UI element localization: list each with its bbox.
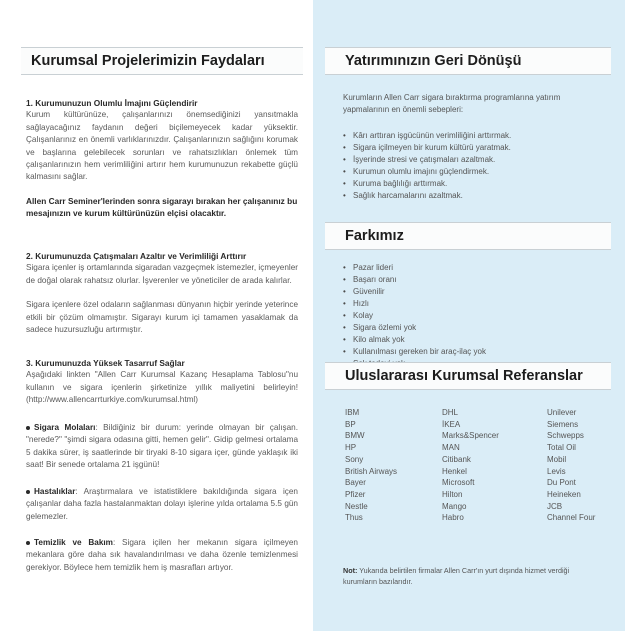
reference-item: Hilton [442,489,463,499]
roi-heading: Yatırımınızın Geri Dönüşü [325,47,611,75]
quote-text: Allen Carr Seminer'lerinden sonra sigarayı bırakan her çalışanınız bu mesajınızın ve kurum kültürünüzün elçisi olacaktır. [26,196,298,219]
bullet-text: : Araştırmalara ve istatistiklere bakıldığında sigara içen çalışanlar daha fazla hastalanmaktan dolayı işlerine yılda ortalama 5.5 gün gelemezler. [26,487,298,521]
roi-item: • Sigara içilmeyen bir kurum kültürü yaratmak. [343,143,511,152]
reference-item: Nestle [345,501,368,511]
reference-item: Thus [345,513,363,523]
difference-item: • Hızlı [343,299,369,308]
section-2-text-2: Sigara içenlere özel odaların sağlanması dünyanın hiçbir yerinde yeterince etkili bir çözüm olmamıştır. Sigarayı kurum içi tamamen yasaklamak da sadece huzursuzluğu artırmıştır. [26,300,298,335]
bullet-icon: • [343,155,346,164]
references-column-3 [547,407,607,524]
section-2 [26,250,298,336]
references-note [343,566,605,587]
reference-item: Mobil [547,454,567,464]
bullet-icon: • [343,179,346,188]
reference-item: Schwepps [547,431,584,441]
difference-item: • Kolay [343,311,374,320]
reference-item: Habro [442,513,464,523]
bullet-text: : Bildiğiniz bir durum: yerinde olmayan bir çalışan. "nerede?" "şimdi sigara odasına gitti, hemen gelir". Gidip gelmesi ortalama 5 dakika sürer, iş saatlerinde bir tiryaki 8-10 sigara içer, günde yaklaşık iki saat! Bir senede ortalama 21 işgünü! [26,423,298,470]
section-1-text: Kurum kültürünüze, çalışanlarınızı önemsediğinizi yansıtmakla sağlayacağınız faydanın değeri biçilemeyecek kadar yüksektir. Çalışanlarınız en önemli varlıklarınızdır. Çalışanlarınızın sağlığını korumak ve başlarına gelebilecek sorunları ve rahatsızlıkları önlemek tüm çalışanlarınızın hem verimliliğini artırır hem kurumunuzun rekabette güçlü kalmasını sağlar. [26,110,298,182]
bullet-smoke-breaks [26,422,298,472]
reference-item: British Airways [345,466,398,476]
bullet-illness [26,486,298,523]
reference-item: MAN [442,443,460,453]
bullet-icon [26,541,30,545]
section-3-title: 3. Kurumunuzda Yüksek Tasarruf Sağlar [26,358,185,368]
difference-heading: Farkımız [325,222,611,250]
bullet-icon: • [343,191,346,200]
difference-item: • Sigara özlemi yok [343,323,417,332]
bullet-icon: • [343,287,346,296]
reference-item: Levis [547,466,566,476]
section-1 [26,97,298,184]
reference-item: IBM [345,408,360,417]
references-column-2 [442,407,547,524]
reference-item: Marks&Spencer [442,431,499,441]
reference-item: HP [345,443,357,453]
reference-item: Du Pont [547,478,576,488]
roi-item: • İşyerinde stresi ve çatışmaları azaltmak. [343,155,496,164]
references-heading: Uluslararası Kurumsal Referanslar [325,362,611,390]
difference-item: • Pazar lideri [343,263,394,272]
reference-item: Total Oil [547,443,576,453]
reference-item: BP [345,419,356,429]
reference-item: Heineken [547,489,581,499]
difference-item: • Kullanılması gereken bir araç-ilaç yok [343,347,486,356]
bullet-icon: • [343,263,346,272]
bullet-icon: • [343,347,346,356]
difference-item: • Kilo almak yok [343,335,405,344]
bullet-icon: • [343,323,346,332]
roi-item: • Kurumun olumlu imajını güçlendirmek. [343,167,490,176]
bullet-icon: • [343,311,346,320]
reference-item: Sony [345,454,364,464]
reference-item: Unilever [547,408,577,417]
section-3 [26,357,298,407]
roi-list [343,130,605,202]
bullet-icon [26,426,30,430]
roi-item: • Kârı arttıran işgücünün verimliliğini arttırmak. [343,131,512,140]
reference-item: Bayer [345,478,366,488]
difference-item: • Başarı oranı [343,275,397,284]
bullet-icon: • [343,167,346,176]
benefits-heading: Kurumsal Projelerimizin Faydaları [21,47,303,75]
bullet-icon [26,490,30,494]
reference-item: Siemens [547,419,579,429]
bullet-text: : Sigara içilen her mekanın sigara içilmeyen mekanlara göre daha sık havalandırılması ve daha özenle temizlenmesi gerekiyor. Böylece hem temizlik hem iş masrafları artıyor. [26,538,298,572]
reference-item: Henkel [442,466,467,476]
quote-block [26,195,298,220]
roi-item: • Kuruma bağlılığı arttırmak. [343,179,448,188]
roi-item: • Sağlık harcamalarını azaltmak. [343,191,463,200]
bullet-icon: • [343,143,346,152]
note-label: Not: [343,566,358,575]
reference-item: Pfizer [345,489,366,499]
roi-intro: Kurumların Allen Carr sigara bıraktırma programlarına yatırım yapmalarının en önemli sebepleri: [343,93,561,114]
bullet-cleaning [26,537,298,574]
section-3-text: Aşağıdaki linkten "Allen Carr Kurumsal Kazanç Hesaplama Tablosu"nu kullanın ve sigara içenlerin şirketinize yıllık maliyetini belirleyin! (http://www.allencarrturkiye.com/kurumsal.html) [26,370,298,405]
note-text: Yukarıda belirtilen firmalar Allen Carr'ın yurt dışında hizmet verdiği kurumların bazılarıdır. [343,566,570,586]
bullet-title: Hastalıklar [34,487,76,496]
bullet-title: Sigara Molaları [34,423,96,432]
bullet-title: Temizlik ve Bakım [34,538,113,547]
section-2-text-1: Sigara içenler iş ortamlarında sigaradan vazgeçmek istemezler, içmeyenler de doğal olarak rahatsız olurlar. İşverenler ve yöneticiler de arada kalırlar. [26,263,298,285]
bullet-icon: • [343,131,346,140]
references-column-1 [345,407,442,524]
reference-item: Microsoft [442,478,475,488]
section-2-title: 2. Kurumunuzda Çatışmaları Azaltır ve Verimliliği Arttırır [26,251,247,261]
reference-item: Mango [442,501,467,511]
references-grid [345,407,607,524]
reference-item: DHL [442,408,459,417]
bullet-icon: • [343,335,346,344]
section-1-title: 1. Kurumunuzun Olumlu İmajını Güçlendirir [26,98,198,108]
reference-item: JCB [547,501,563,511]
reference-item: Channel Four [547,513,596,523]
right-page [313,0,625,631]
reference-item: İKEA [442,419,461,429]
difference-list [343,262,605,370]
reference-item: Citibank [442,454,471,464]
reference-item: BMW [345,431,365,441]
bullet-icon: • [343,275,346,284]
bullet-icon: • [343,299,346,308]
difference-item: • Güvenilir [343,287,385,296]
